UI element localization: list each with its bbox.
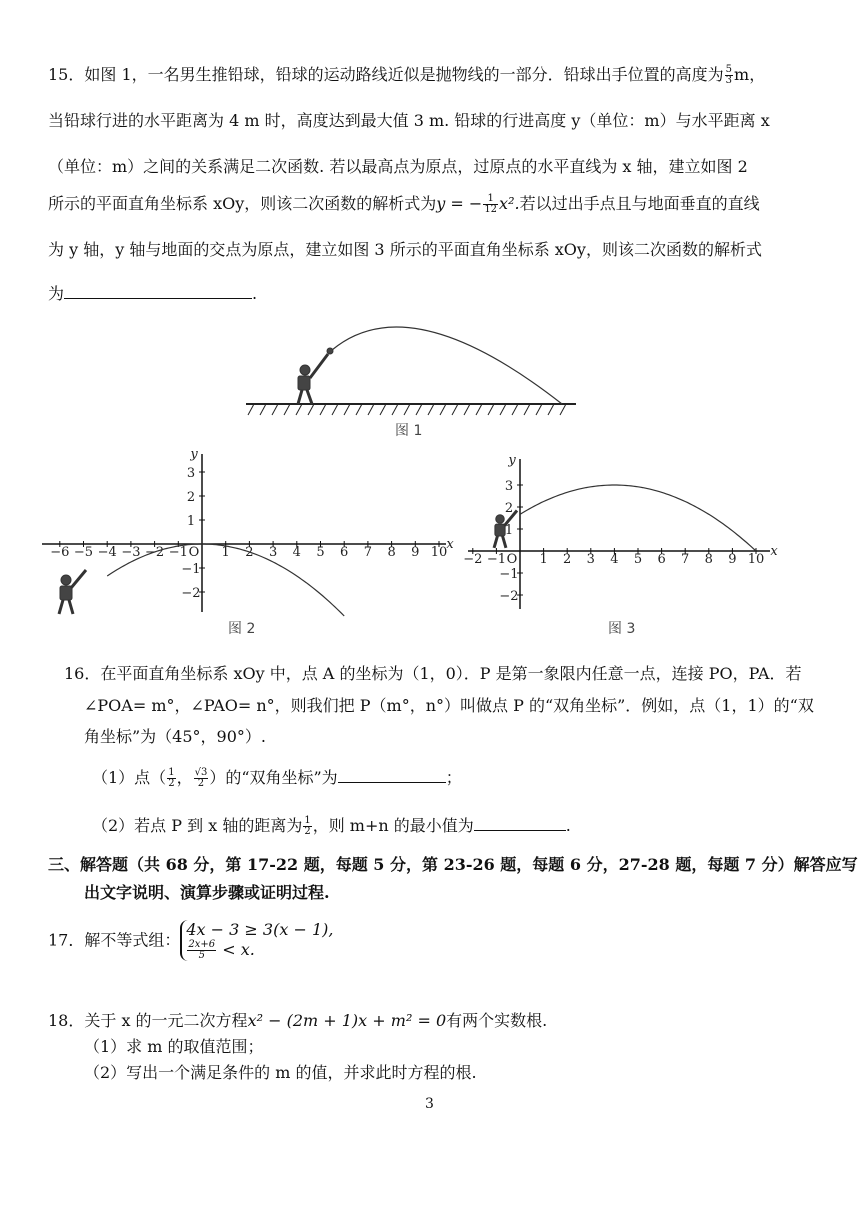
answer-blank[interactable] [338, 766, 446, 783]
section-3-heading-line-2: 出文字说明、演算步骤或证明过程. [84, 883, 330, 902]
x-tick-label: −3 [121, 545, 141, 560]
figure-1-caption: 图 1 [395, 423, 423, 439]
x-axis-label: x [446, 537, 454, 552]
y-tick-label: 3 [186, 466, 196, 481]
figure-3-coordinate-plane [460, 455, 780, 615]
x-tick-label: 7 [681, 552, 690, 567]
x-tick-label: 9 [728, 552, 737, 567]
answer-blank[interactable] [474, 814, 566, 831]
athlete-icon [298, 348, 333, 404]
x-tick-label: −1 [486, 552, 506, 567]
figure-2-coordinate-plane [38, 448, 458, 618]
x-tick-label: 2 [245, 545, 254, 560]
x-tick-label: 6 [340, 545, 349, 560]
q15-line-5: 为 y 轴，y 轴与地面的交点为原点，建立如图 3 所示的平面直角坐标系 xOy，则该二次函数的解析式 [48, 240, 762, 259]
fraction: $\frac{1}{2}$ [168, 767, 175, 789]
x-tick-label: −6 [50, 545, 70, 560]
x-tick-label: 1 [539, 552, 548, 567]
q15-line-4: 所示的平面直角坐标系 xOy，则该二次函数的解析式为y = − $\frac{1}{12}$ x².若以过出手点且与地面垂直的直线 [48, 193, 760, 215]
q16-part-1: （1）点（ $\frac{1}{2}$ ， $\frac{√3}{2}$ ）的“双角坐标”为 ； [92, 767, 462, 789]
x-tick-label: 8 [704, 552, 713, 567]
q15-line-1: 15．如图 1，一名男生推铅球，铅球的运动路线近似是抛物线的一部分．铅球出手位置的高度为 $\frac{5}{3}$ m， [48, 64, 766, 86]
x-tick-label: 6 [657, 552, 666, 567]
x-axis-label: x [770, 544, 778, 559]
x-tick-label: 7 [363, 545, 373, 560]
q16-line-1: 16．在平面直角坐标系 xOy 中，点 A 的坐标为（1，0）．P 是第一象限内任意一点，连接 PO，PA．若 [64, 664, 802, 683]
answer-blank[interactable] [64, 282, 252, 299]
parabola-curve [520, 485, 756, 551]
y-tick-label: −2 [499, 589, 519, 604]
x-tick-label: 3 [268, 545, 278, 560]
y-tick-label: 2 [186, 490, 196, 505]
y-tick-label: −1 [499, 567, 519, 582]
q15-line-6: 为 . [48, 284, 258, 303]
x-tick-label: 10 [747, 552, 765, 567]
x-tick-label: 4 [292, 545, 301, 560]
q15-line-2: 当铅球行进的水平距离为 4 m 时，高度达到最大值 3 m. 铅球的行进高度 y（单位：m）与水平距离 x [48, 111, 770, 130]
q18-line-1: 18．关于 x 的一元二次方程x² − (2m + 1)x + m² = 0有两个实数根. [48, 1011, 548, 1030]
section-3-heading: 三、解答题（共 68 分，第 17-22 题，每题 5 分，第 23-26 题，每题 6 分，27-28 题，每题 7 分）解答应写 [48, 855, 858, 874]
y-axis-label: y [508, 455, 516, 468]
fraction: $\frac{√3}{2}$ [194, 767, 208, 789]
q15-line-3: （单位：m）之间的关系满足二次函数. 若以最高点为原点，过原点的水平直线为 x 轴，建立如图 2 [48, 157, 748, 176]
page-number: 3 [425, 1096, 434, 1112]
q18-part-2: （2）写出一个满足条件的 m 的值，并求此时方程的根. [84, 1063, 477, 1082]
figure-3-caption: 图 3 [608, 621, 636, 637]
x-tick-label: −1 [168, 545, 188, 560]
q18-part-1: （1）求 m 的取值范围； [84, 1037, 264, 1056]
q16-line-2: ∠POA= m°，∠PAO= n°，则我们把 P（m°，n°）叫做点 P 的“双角坐标”．例如，点（1，1）的“双 [84, 696, 814, 715]
x-tick-label: 5 [633, 552, 643, 567]
x-tick-label: 4 [610, 552, 619, 567]
q16-part-2: （2）若点 P 到 x 轴的距离为 $\frac{1}{2}$ ，则 m+n 的最小值为 . [92, 815, 571, 837]
fraction: $\frac{1}{12}$ [484, 193, 498, 215]
x-tick-label: O [188, 545, 200, 560]
figure-2-caption: 图 2 [228, 621, 256, 637]
athlete-icon [494, 511, 517, 548]
q17: 17．解不等式组： 4x − 3 ≥ 3(x − 1), $\frac{2x+6}{5}$ < x. [48, 920, 334, 961]
x-tick-label: −5 [73, 545, 94, 560]
x-tick-label: 8 [387, 545, 396, 560]
figure-1-shotput-ground [240, 320, 580, 420]
x-tick-label: 9 [411, 545, 420, 560]
y-tick-label: 3 [504, 479, 514, 494]
fraction: $\frac{5}{3}$ [725, 64, 733, 86]
y-tick-label: 1 [504, 523, 514, 538]
fraction: $\frac{1}{2}$ [304, 815, 311, 837]
y-tick-label: −1 [181, 562, 201, 577]
y-axis-label: y [190, 448, 198, 462]
athlete-icon [59, 570, 86, 614]
x-tick-label: 1 [221, 545, 230, 560]
y-tick-label: 2 [504, 501, 514, 516]
x-tick-label: O [506, 552, 518, 567]
x-tick-label: −2 [145, 545, 165, 560]
x-tick-label: 2 [563, 552, 572, 567]
x-tick-label: −2 [463, 552, 483, 567]
x-tick-label: −4 [97, 545, 117, 560]
y-tick-label: −2 [181, 586, 201, 601]
x-tick-label: 3 [586, 552, 595, 567]
x-tick-label: 10 [430, 545, 448, 560]
q16-line-3: 角坐标”为（45°，90°）. [84, 727, 266, 746]
y-tick-label: 1 [186, 514, 196, 529]
x-tick-label: 5 [316, 545, 325, 560]
inequality-system: 4x − 3 ≥ 3(x − 1), $\frac{2x+6}{5}$ < x. [180, 920, 333, 961]
